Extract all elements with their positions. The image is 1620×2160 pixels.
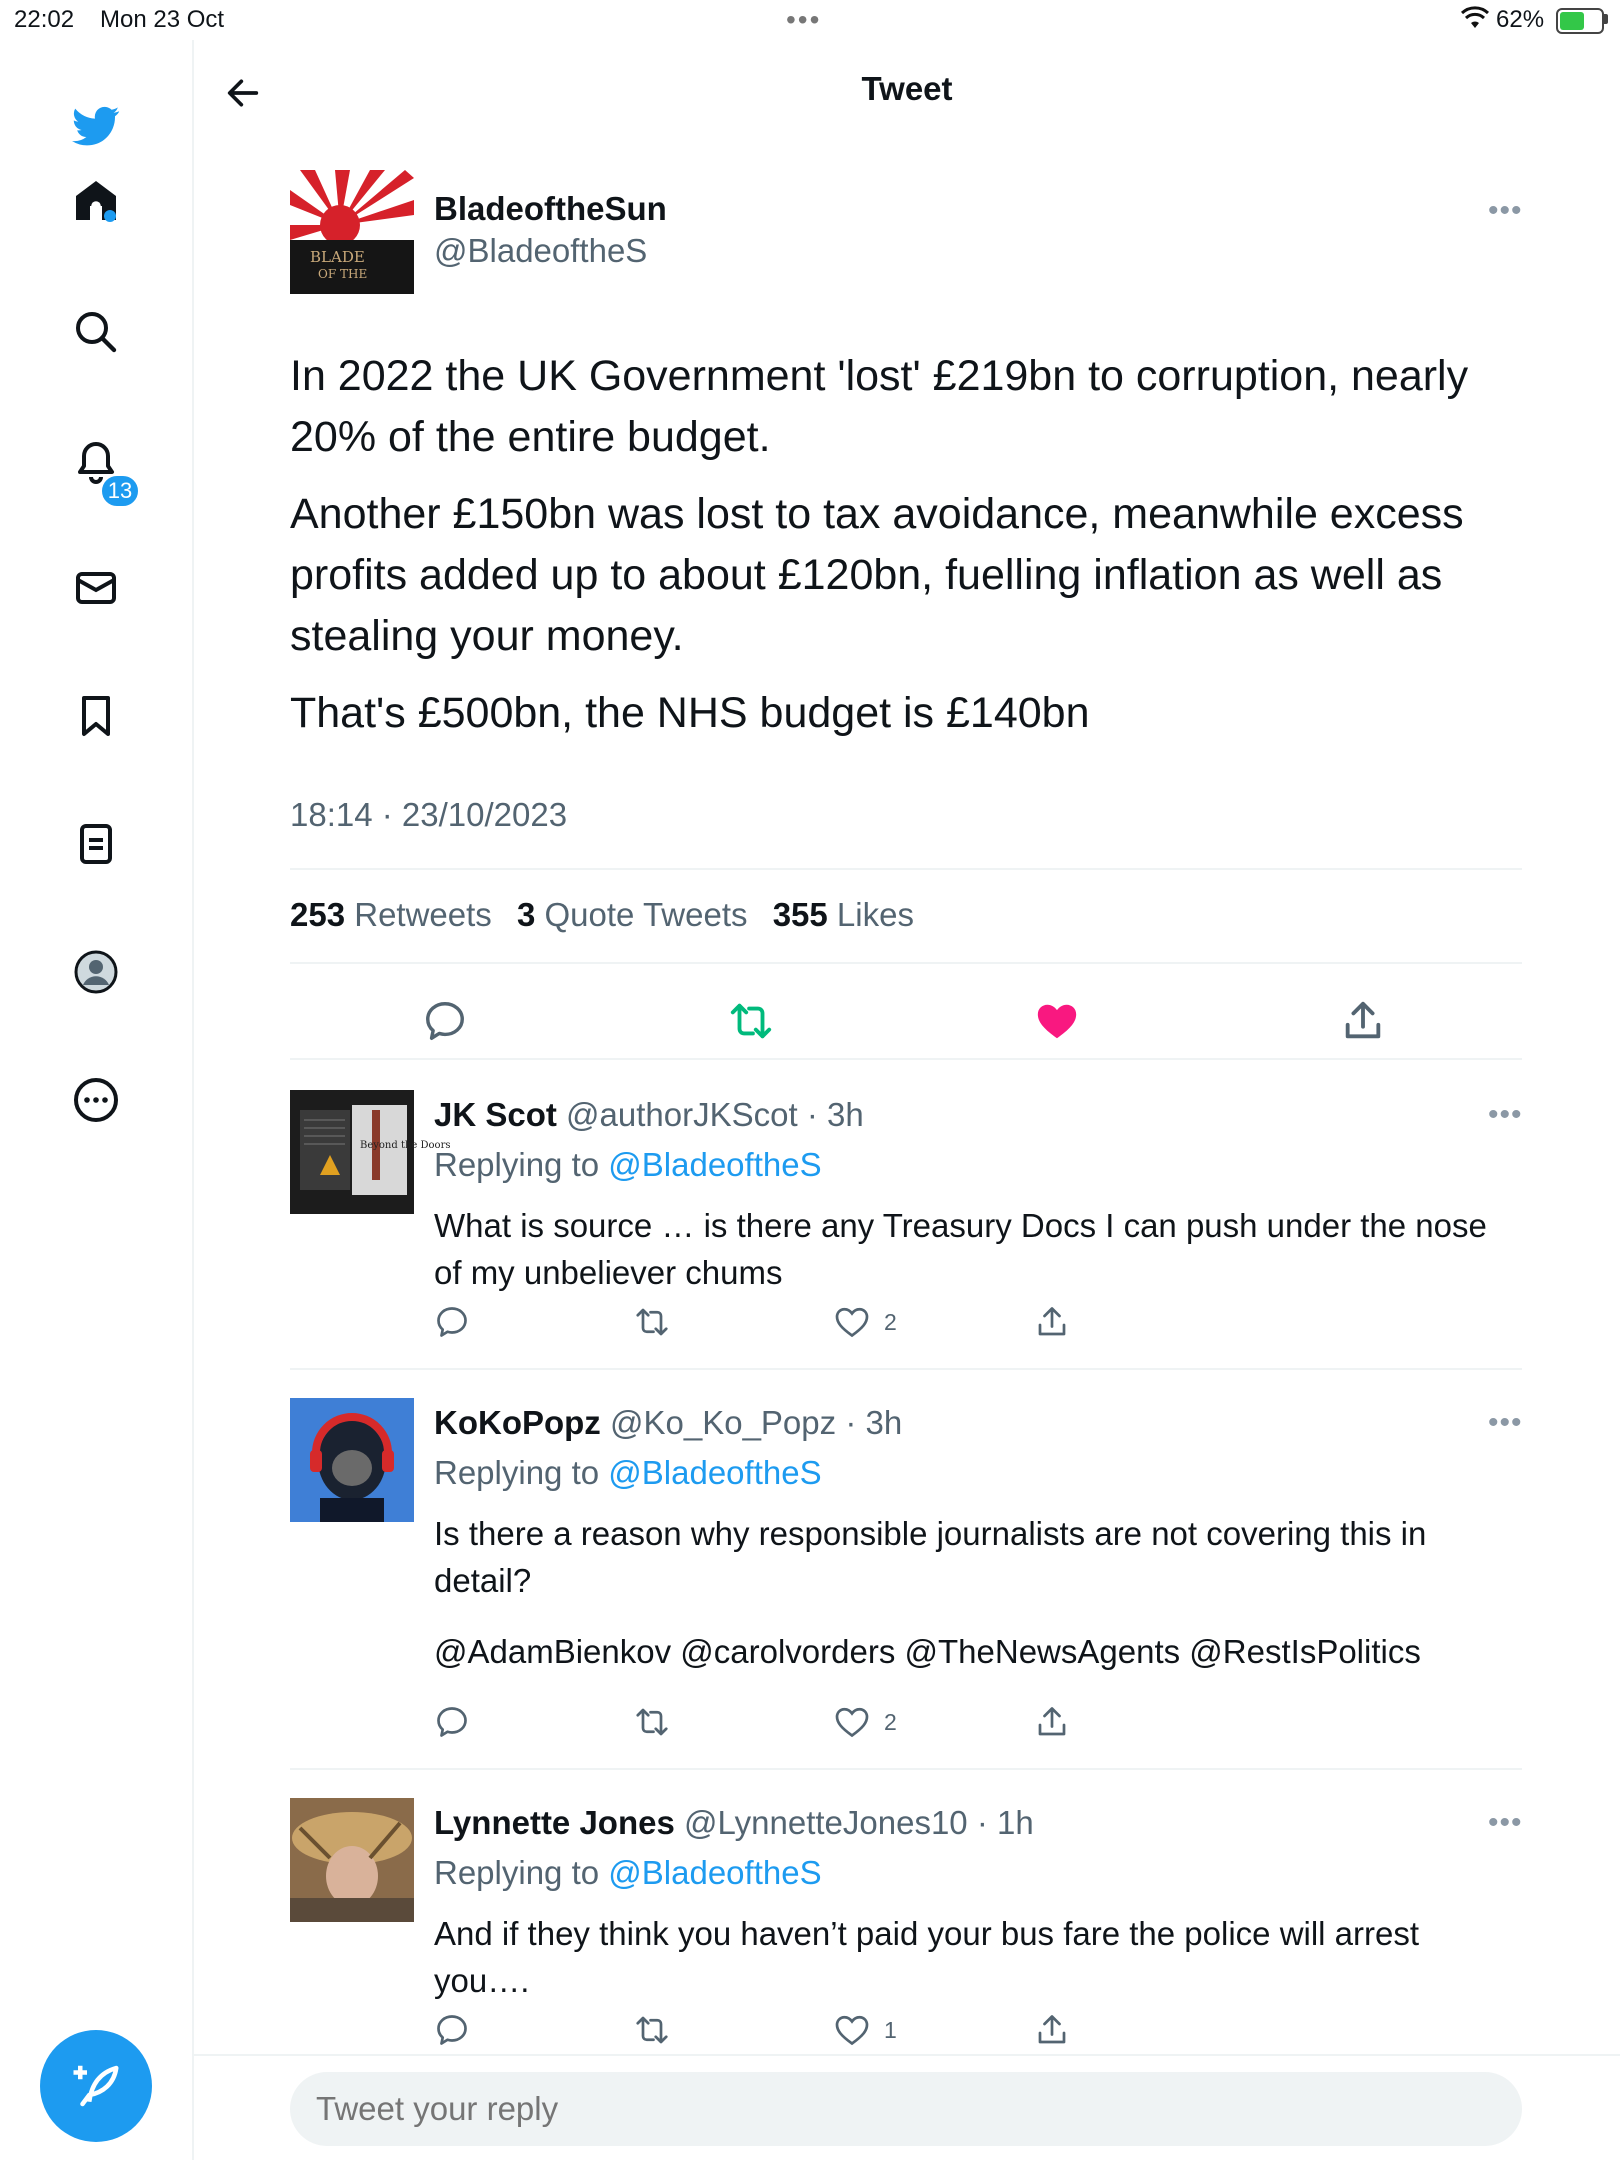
status-date: Mon 23 Oct (100, 6, 225, 33)
quotes-stat[interactable]: 3 Quote Tweets (516, 896, 748, 933)
reply-input[interactable] (290, 2072, 1522, 2146)
reply-author-name[interactable]: JK Scot (434, 1096, 557, 1133)
share-icon[interactable] (1034, 2010, 1070, 2050)
like-count: 2 (884, 1708, 897, 1735)
share-icon[interactable] (1340, 998, 1386, 1044)
tweet-paragraph: In 2022 the UK Government 'lost' £219bn to corruption, nearly 20% of the entire budget. (290, 352, 1469, 461)
reply-icon[interactable] (434, 1302, 470, 1342)
tweet-stats (290, 896, 914, 934)
like-count: 2 (884, 1308, 897, 1335)
reply-icon[interactable] (434, 1702, 470, 1742)
sidebar (0, 40, 194, 2160)
like-count: 1 (884, 2016, 897, 2043)
battery-percent: 62% (1496, 6, 1545, 33)
tweet-timestamp[interactable]: 18:14 · 23/10/2023 (290, 796, 568, 833)
profile-icon[interactable] (60, 936, 132, 1008)
reply-header (434, 1804, 1034, 1842)
more-circle-icon[interactable] (60, 1064, 132, 1136)
replying-to-link[interactable]: @BladeoftheS (608, 1146, 822, 1183)
replying-to: Replying to @BladeoftheS (434, 1146, 822, 1183)
tweet-text (290, 346, 1522, 760)
reply-mentions[interactable]: @AdamBienkov @carolvorders @TheNewsAgents @RestIsPolitics (434, 1633, 1421, 1670)
reply-header (434, 1404, 902, 1442)
reply-time: · 3h (806, 1096, 864, 1133)
tweet-paragraph: That's £500bn, the NHS budget is £140bn (290, 689, 1090, 737)
reply-time: · 3h (845, 1404, 903, 1441)
reply-avatar[interactable] (290, 1090, 451, 1214)
replying-to-link[interactable]: @BladeoftheS (608, 1854, 822, 1891)
share-icon[interactable] (1034, 1302, 1070, 1342)
reply-actions (434, 1302, 1134, 1352)
retweet-icon[interactable] (634, 1302, 670, 1342)
divider (290, 1768, 1522, 1770)
reply-time: · 1h (976, 1804, 1034, 1841)
status-time: 22:02 (14, 6, 75, 33)
like-icon[interactable] (834, 2010, 897, 2050)
share-icon[interactable] (1034, 1702, 1070, 1742)
reply-actions (434, 1702, 1134, 1752)
list-icon[interactable] (60, 808, 132, 880)
replying-to: Replying to @BladeoftheS (434, 1454, 822, 1491)
reply-bar-divider (194, 2054, 1620, 2056)
reply-header (434, 1096, 864, 1134)
reply-text: Is there a reason why responsible journalists are not covering this in detail? (434, 1515, 1427, 1599)
tweet-paragraph: Another £150bn was lost to tax avoidance, meanwhile excess profits added up to about £120bn, fuelling inflation as well as stealing your money. (290, 490, 1464, 660)
retweet-icon[interactable] (728, 998, 774, 1044)
twitter-logo-icon[interactable] (60, 90, 132, 162)
reply-more-icon[interactable]: ••• (1488, 1806, 1523, 1839)
reply-icon[interactable] (422, 998, 468, 1044)
like-icon[interactable] (834, 1702, 897, 1742)
tweet-more-icon[interactable]: ••• (1488, 194, 1523, 227)
retweet-icon[interactable] (634, 2010, 670, 2050)
avatar-logo-text: BLADE (310, 248, 365, 266)
notifications-badge: 13 (100, 474, 140, 508)
author-name[interactable]: BladeoftheSun (434, 190, 667, 227)
divider (290, 962, 1522, 964)
reply-author-name[interactable]: Lynnette Jones (434, 1804, 675, 1841)
reply-icon[interactable] (434, 2010, 470, 2050)
likes-stat[interactable]: 355 Likes (772, 896, 914, 933)
page-title: Tweet (861, 70, 953, 107)
home-unread-dot (104, 210, 116, 222)
multitask-dots-icon[interactable]: ••• (786, 4, 822, 35)
compose-tweet-button[interactable] (40, 2030, 152, 2142)
author-avatar[interactable] (290, 170, 414, 294)
reply-author-handle[interactable]: @LynnetteJones10 (684, 1804, 968, 1841)
status-bar (0, 0, 1620, 40)
bookmark-icon[interactable] (60, 680, 132, 752)
divider (290, 1058, 1522, 1060)
like-icon[interactable] (1034, 998, 1080, 1044)
search-icon[interactable] (60, 296, 132, 368)
replying-to-link[interactable]: @BladeoftheS (608, 1454, 822, 1491)
wifi-icon (1460, 6, 1490, 37)
divider (290, 868, 1522, 870)
svg-text:OF THE: OF THE (318, 267, 368, 281)
reply-more-icon[interactable]: ••• (1488, 1406, 1523, 1439)
tweet-actions (290, 980, 1522, 1070)
avatar-book-title: Beyond the Doors (360, 1140, 451, 1151)
author-handle[interactable]: @BladeoftheS (434, 232, 648, 269)
battery-icon (1556, 8, 1604, 34)
feather-plus-icon (69, 2059, 123, 2113)
reply-avatar[interactable] (290, 1398, 414, 1522)
reply-more-icon[interactable]: ••• (1488, 1098, 1523, 1131)
reply-author-handle[interactable]: @authorJKScot (566, 1096, 798, 1133)
reply-author-handle[interactable]: @Ko_Ko_Popz (609, 1404, 837, 1441)
reply-avatar[interactable] (290, 1798, 414, 1922)
reply-actions (434, 2010, 1134, 2060)
retweet-icon[interactable] (634, 1702, 670, 1742)
replying-to: Replying to @BladeoftheS (434, 1854, 822, 1891)
home-icon[interactable] (60, 164, 132, 236)
reply-text: And if they think you haven’t paid your bus fare the police will arrest you…. (434, 1915, 1420, 1999)
divider (290, 1368, 1522, 1370)
retweets-stat[interactable]: 253 Retweets (290, 896, 492, 933)
like-icon[interactable] (834, 1302, 897, 1342)
mail-icon[interactable] (60, 552, 132, 624)
page-header (194, 40, 1620, 140)
reply-author-name[interactable]: KoKoPopz (434, 1404, 601, 1441)
reply-text: What is source … is there any Treasury Docs I can push under the nose of my unbeliever chums (434, 1207, 1487, 1291)
